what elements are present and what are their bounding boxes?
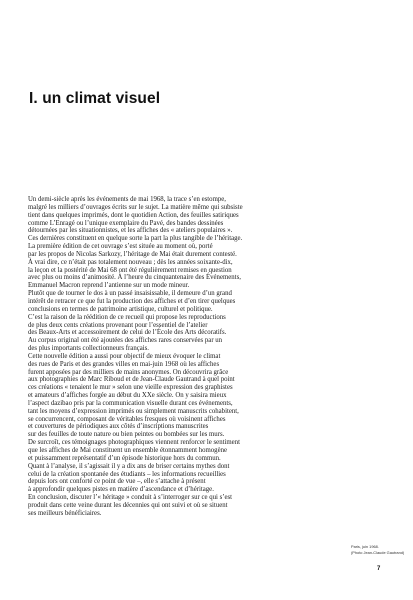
caption-line: Paris, juin 1968. [351,544,379,549]
body-line: Cette nouvelle édition a aussi pour objectif de mieux évoquer le climat [28,352,221,360]
body-line: ses meilleurs bénéficiaires. [28,509,102,517]
body-line: C’est la raison de la réédition de ce recueil qui propose les reproductions [28,313,226,321]
body-line: et puissamment représentatif d’un épisode historique hors du commun. [28,454,221,462]
body-line: tant les moyens d’expression imprimés ou simplement manuscrits cohabitent, [28,407,239,415]
body-line: tient dans quelques imprimés, dont le quotidien Action, des feuilles satiriques [28,211,239,219]
body-line: à approfondir quelques pistes en matière d’ascendance et d’héritage. [28,486,214,494]
page-number: 7 [377,566,381,572]
body-line: depuis lors ont conforté ce point de vue –, elle s’attache à présent [28,478,206,486]
chapter-title: I. un climat visuel [29,90,161,107]
body-line: intérêt de retracer ce que fut la production des affiches et d’en tirer quelques [28,297,236,305]
body-line: des plus importants collectionneurs français. [28,345,149,353]
body-line: malgré les milliers d’ouvrages écrits sur le sujet. La matière même qui subsiste [28,203,243,211]
body-line: De surcroît, ces témoignages photographiques viennent renforcer le sentiment [28,439,240,447]
body-line: Emmanuel Macron reprend l’antienne sur un mode mineur. [28,282,190,290]
body-line: aux photographies de Marc Riboud et de Jean-Claude Gautrand à quel point [28,376,235,384]
body-line: Plutôt que de tourner le dos à un passé insaisissable, il demeure d’un grand [28,290,232,298]
body-line: l’aspect dazibao pris par la communication visuelle durant ces événements, [28,399,233,407]
body-line: conclusions en termes de patrimoine artistique, culturel et politique. [28,305,213,313]
body-line: Ces dernières constituent en quelque sorte la part la plus tangible de l’héritage. [28,235,243,243]
body-line: Au corpus original ont été ajoutées des affiches rares conservées par un [28,337,223,345]
body-line: des rues de Paris et des grandes villes en mai-juin 1968 où les affiches [28,360,220,368]
body-line: En conclusion, discuter l’« héritage » conduit à s’interroger sur ce qui s’est [28,494,233,502]
body-line: À vrai dire, ce n’était pas totalement nouveau ; dès les années soixante-dix, [28,258,233,266]
body-line: sur des feuilles de toute nature ou bien peintes ou bombées sur les murs. [28,431,225,439]
body-line: celui de la création spontanée des étudiants – les informations recueillies [28,470,226,478]
body-line: ces créations « tenaient le mur » selon une vieille expression des graphistes [28,384,233,392]
body-line: de plus deux cents créations provenant pour l’essentiel de l’atelier [28,321,208,329]
photo-caption [351,544,404,555]
body-line: produit dans cette veine durant les décennies qui ont suivi et où se situent [28,501,228,509]
body-line: avec plus ou moins d’animosité. À l’heure du cinquantenaire des Événements, [28,274,241,282]
caption-credit: (Photo Jean-Claude Gautrand) [351,549,405,555]
body-line: par les propos de Nicolas Sarkozy, l’héritage de Mai était durement contesté. [28,250,237,258]
body-line: et couvertures de périodiques aux côtés d’inscriptions manuscrites [28,423,209,431]
body-line: furent apposées par des milliers de mains anonymes. On découvrira grâce [28,368,229,376]
body-line: détournées par les situationnistes, et les affiches des « ateliers populaires ». [28,227,233,235]
body-line: La première édition de cet ouvrage s’est située au moment où, porté [28,243,213,251]
body-line: comme L’Enragé ou l’unique exemplaire du Pavé, des bandes dessinées [28,219,224,227]
body-line: que les affiches de Mai constituent un ensemble étonnamment homogène [28,447,228,454]
body-line: se concurrencent, composant de véritables fresques où voisinent affiches [28,415,226,423]
body-line: Un demi-siècle après les événements de mai 1968, la trace s’en estompe, [28,196,226,203]
body-line: Quant à l’analyse, il s’agissait il y a dix ans de briser certains mythes dont [28,462,230,470]
body-line: des Beaux-Arts et accessoirement de celui de l’École des Arts décoratifs. [28,329,227,337]
body-line: la leçon et la postérité de Mai 68 ont été régulièrement remises en question [28,266,232,274]
body-line: et amateurs d’affiches forgée au début du XXe siècle. On y saisira mieux [28,392,227,400]
body-text [28,196,335,518]
